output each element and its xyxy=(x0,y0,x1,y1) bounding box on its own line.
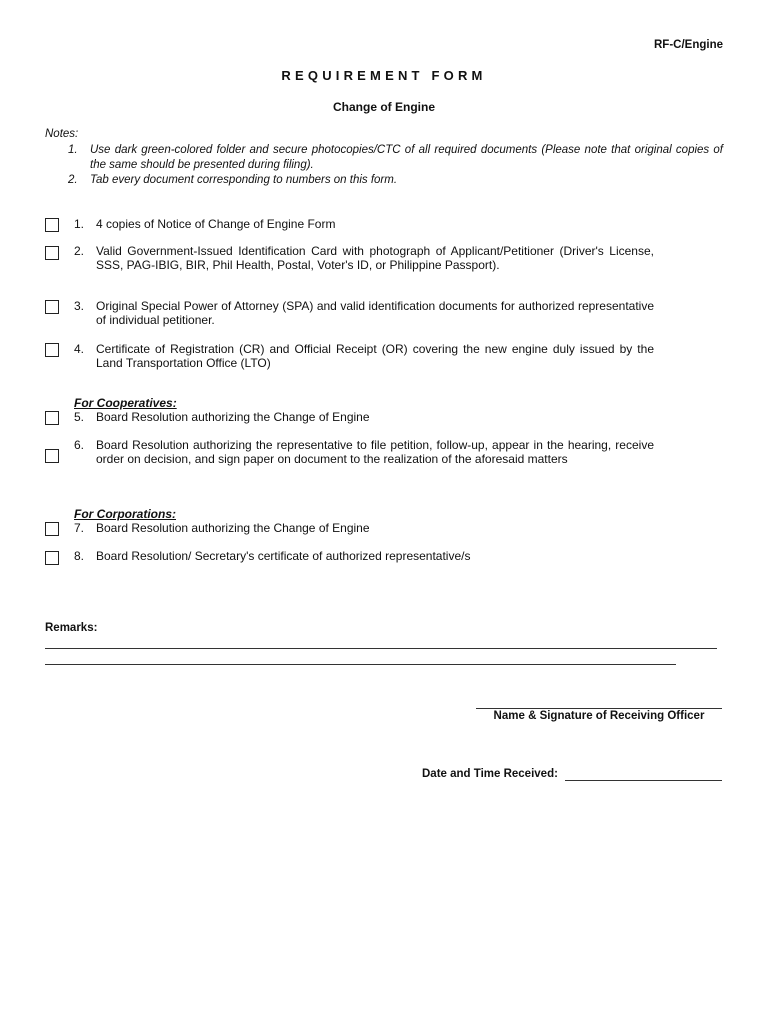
requirement-number: 1. xyxy=(74,217,85,231)
requirement-item-1 xyxy=(74,217,654,231)
remarks-label: Remarks: xyxy=(45,622,98,634)
requirement-item-7 xyxy=(74,521,654,535)
requirement-item-3 xyxy=(74,299,654,327)
note-number: 2. xyxy=(68,174,78,186)
requirement-checkbox-5[interactable] xyxy=(45,411,59,425)
requirement-checkbox-4[interactable] xyxy=(45,343,59,357)
requirement-checkbox-3[interactable] xyxy=(45,300,59,314)
requirement-text: Board Resolution authorizing the representative to file petition, follow-up, appear in the hearing, receive order on decision, and sign paper on document to the realization of the aforesaid matters xyxy=(96,438,654,466)
signature-label: Name & Signature of Receiving Officer xyxy=(493,710,705,722)
signature-line[interactable] xyxy=(476,708,722,709)
requirement-item-8 xyxy=(74,549,654,563)
notes-label: Notes: xyxy=(45,128,79,140)
requirement-text: Board Resolution authorizing the Change of Engine xyxy=(96,410,370,424)
note-text: Use dark green-colored folder and secure photocopies/CTC of all required documents (Please note that original copies of the same should be presented during filing). xyxy=(90,144,723,171)
section-label-cooperatives: For Cooperatives: xyxy=(74,396,177,410)
requirement-number: 3. xyxy=(74,299,85,313)
requirement-number: 8. xyxy=(74,549,85,563)
note-item xyxy=(68,143,723,173)
requirement-checkbox-1[interactable] xyxy=(45,218,59,232)
requirement-number: 4. xyxy=(74,342,85,356)
date-received-line[interactable] xyxy=(565,780,722,781)
requirement-text: 4 copies of Notice of Change of Engine Form xyxy=(96,217,336,231)
form-subtitle: Change of Engine xyxy=(333,100,435,114)
remarks-line-1[interactable] xyxy=(45,648,717,649)
note-text: Tab every document corresponding to numbers on this form. xyxy=(90,174,398,186)
note-number: 1. xyxy=(68,144,78,156)
requirement-item-4 xyxy=(74,342,654,370)
requirement-item-5 xyxy=(74,410,654,424)
date-received-label: Date and Time Received: xyxy=(422,768,558,780)
requirement-text: Board Resolution authorizing the Change of Engine xyxy=(96,521,370,535)
note-item xyxy=(68,173,723,188)
remarks-line-2[interactable] xyxy=(45,664,676,665)
requirement-checkbox-2[interactable] xyxy=(45,246,59,260)
requirement-text: Valid Government-Issued Identification Card with photograph of Applicant/Petitioner (Driver's License, SSS, PAG-IBIG, BIR, Phil Health, Postal, Voter's ID, or Philippine Passport). xyxy=(96,244,654,272)
requirement-item-6 xyxy=(74,438,654,466)
requirement-checkbox-6[interactable] xyxy=(45,449,59,463)
requirement-number: 6. xyxy=(74,438,85,452)
requirement-number: 5. xyxy=(74,410,85,424)
requirement-text: Certificate of Registration (CR) and Official Receipt (OR) covering the new engine duly issued by the Land Transportation Office (LTO) xyxy=(96,342,654,370)
requirement-text: Original Special Power of Attorney (SPA) and valid identification documents for authorized representative of individual petitioner. xyxy=(96,299,654,327)
form-title: REQUIREMENT FORM xyxy=(281,68,487,83)
requirement-number: 7. xyxy=(74,521,85,535)
requirement-text: Board Resolution/ Secretary's certificate of authorized representative/s xyxy=(96,549,471,563)
requirement-checkbox-7[interactable] xyxy=(45,522,59,536)
requirement-number: 2. xyxy=(74,244,85,258)
form-code: RF-C/Engine xyxy=(654,39,723,51)
requirement-item-2 xyxy=(74,244,654,272)
section-label-corporations: For Corporations: xyxy=(74,507,176,521)
requirement-checkbox-8[interactable] xyxy=(45,551,59,565)
